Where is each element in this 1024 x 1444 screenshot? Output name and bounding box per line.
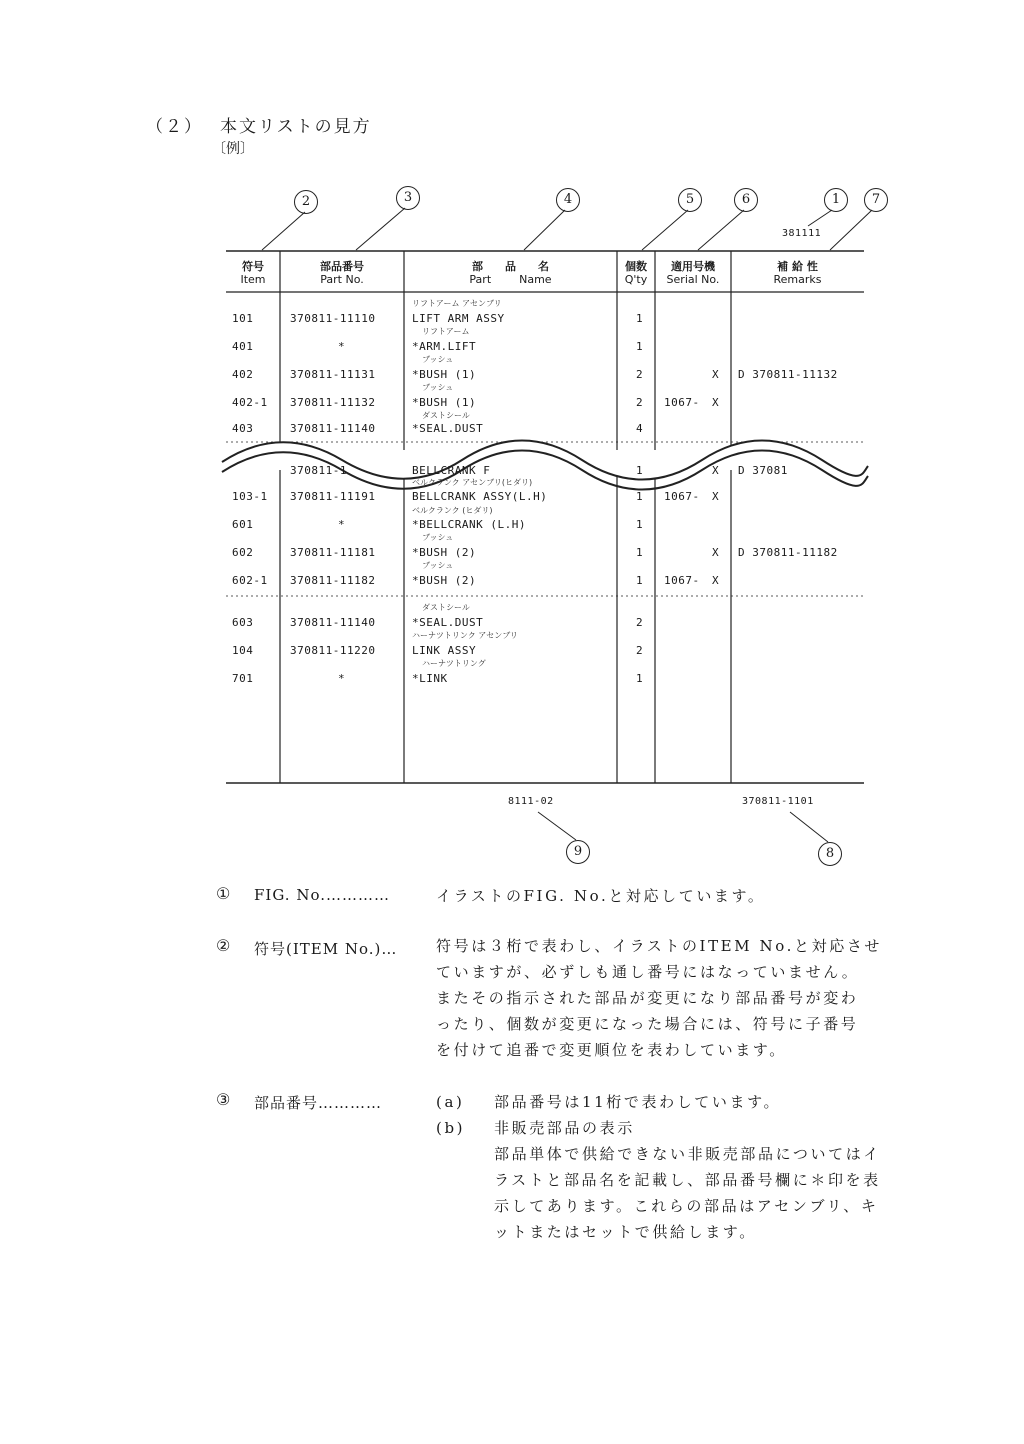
catalog-number: 370811-1101 (742, 796, 814, 807)
part-name-kana: リフトアーム アセンブリ (412, 299, 502, 308)
part-name: *BUSH (1) (412, 368, 477, 381)
part-number: * (338, 672, 346, 685)
header-item-en: Item (240, 273, 266, 286)
note-label: FIG. No.………… (254, 886, 390, 904)
part-number: 370811-11191 (290, 490, 376, 503)
note-label: 部品番号………… (254, 1094, 383, 1112)
item-number: 401 (232, 340, 254, 353)
interchange-mark: X (712, 396, 720, 409)
quantity: 4 (636, 422, 644, 435)
part-name-kana: ベルクランク アセンブリ(ヒダリ) (412, 478, 533, 487)
part-name-kana: ハーナツトリンク アセンブリ (412, 631, 518, 640)
note-text: 部品単体で供給できない非販売部品についてはイ (494, 1145, 881, 1163)
callout-7: 7 (864, 188, 888, 212)
note-text: 示してあります。これらの部品はアセンブリ、キ (494, 1197, 879, 1215)
part-name: *SEAL.DUST (412, 422, 484, 435)
serial-number: 1067- (664, 574, 700, 587)
part-name: *ARM.LIFT (412, 340, 477, 353)
part-name-kana: ブッシュ (422, 355, 454, 364)
item-number: 402 (232, 368, 254, 381)
part-number: 370811-11181 (290, 546, 376, 559)
part-name: LINK ASSY (412, 644, 477, 657)
interchange-mark: X (712, 574, 720, 587)
serial-number: 1067- (664, 396, 700, 409)
quantity: 1 (636, 464, 644, 477)
part-name: LIFT ARM ASSY (412, 312, 505, 325)
section-number: （２） (146, 117, 203, 137)
callout-8: 8 (818, 842, 842, 866)
quantity: 1 (636, 312, 644, 325)
section-title: 本文リストの見方 (220, 117, 372, 137)
quantity: 1 (636, 340, 644, 353)
item-number: 101 (232, 312, 254, 325)
part-name: *BELLCRANK (L.H) (412, 518, 526, 531)
quantity: 1 (636, 518, 644, 531)
item-number: 701 (232, 672, 254, 685)
example-label: 〔例〕 (212, 141, 254, 157)
item-number: 603 (232, 616, 254, 629)
interchange-mark: X (712, 368, 720, 381)
item-number: 103-1 (232, 490, 268, 503)
part-name: *SEAL.DUST (412, 616, 484, 629)
note-text: 非販売部品の表示 (494, 1119, 635, 1137)
note-text: 符号は３桁で表わし、イラストのITEM No.と対応させ (436, 937, 883, 955)
part-number: * (338, 518, 346, 531)
header-serial-en: Serial No. (666, 273, 720, 286)
quantity: 2 (636, 368, 644, 381)
header-partno-en: Part No. (320, 273, 364, 286)
part-name-kana: ブッシュ (422, 533, 454, 542)
part-name-kana: ダストシール (422, 411, 470, 420)
header-item-jp: 符号 (242, 260, 264, 273)
note-text: ットまたはセットで供給します。 (494, 1223, 757, 1241)
part-name-kana: ブッシュ (422, 383, 454, 392)
item-number: 403 (232, 422, 254, 435)
part-name: *LINK (412, 672, 448, 685)
note-text: を付けて追番で変更順位を表わしています。 (436, 1041, 787, 1059)
page-code: 8111-02 (508, 796, 554, 807)
part-name: BELLCRANK ASSY(L.H) (412, 490, 548, 503)
part-number: 370811-11140 (290, 616, 376, 629)
note-number: ① (216, 884, 231, 903)
callout-2: 2 (294, 190, 318, 214)
callout-6: 6 (734, 188, 758, 212)
part-name-kana: リフトアーム (422, 327, 470, 336)
header-name-en: Part Name (469, 273, 552, 286)
note-number: ③ (216, 1090, 231, 1109)
part-number: 370811-11132 (290, 396, 376, 409)
note-text: ていますが、必ずしも通し番号にはなっていません。 (436, 963, 860, 981)
note-text: またその指示された部品が変更になり部品番号が変わ (436, 989, 859, 1007)
fig-number: 381111 (782, 228, 822, 239)
note-label: 符号(ITEM No.)… (254, 940, 398, 958)
item-number: 104 (232, 644, 254, 657)
callout-1: 1 (824, 188, 848, 212)
part-name-kana: ダストシール (422, 603, 470, 612)
part-number: 370811-1 (290, 464, 347, 477)
quantity: 2 (636, 396, 644, 409)
quantity: 1 (636, 490, 644, 503)
note-text: 部品番号は11桁で表わしています。 (494, 1093, 782, 1111)
part-name: *BUSH (2) (412, 546, 477, 559)
part-number: 370811-11182 (290, 574, 376, 587)
item-number: 602-1 (232, 574, 268, 587)
quantity: 1 (636, 574, 644, 587)
note-text: ラストと部品名を記載し、部品番号欄に＊印を表 (494, 1171, 881, 1189)
interchange-mark: X (712, 490, 720, 503)
header-serial-jp: 適用号機 (671, 260, 715, 273)
note-text: ったり、個数が変更になった場合には、符号に子番号 (436, 1015, 859, 1033)
note-text: イラストのFIG. No.と対応しています。 (436, 887, 766, 905)
header-remarks-en: Remarks (773, 273, 822, 286)
item-number: 601 (232, 518, 254, 531)
part-name: *BUSH (2) (412, 574, 477, 587)
part-name: *BUSH (1) (412, 396, 477, 409)
remarks: D 37081 (738, 464, 788, 477)
item-number: 602 (232, 546, 254, 559)
item-number: 402-1 (232, 396, 268, 409)
part-number: 370811-11220 (290, 644, 376, 657)
note-number: ② (216, 936, 231, 955)
serial-number: 1067- (664, 490, 700, 503)
callout-3: 3 (396, 186, 420, 210)
quantity: 2 (636, 644, 644, 657)
callout-9: 9 (566, 840, 590, 864)
part-number: * (338, 340, 346, 353)
part-name: BELLCRANK F (412, 464, 491, 477)
sub-mark: (a) (436, 1093, 465, 1111)
header-partno-jp: 部品番号 (320, 260, 364, 273)
interchange-mark: X (712, 546, 720, 559)
sub-mark: (b) (436, 1119, 466, 1137)
remarks: D 370811-11132 (738, 368, 838, 381)
quantity: 1 (636, 546, 644, 559)
quantity: 1 (636, 672, 644, 685)
callout-5: 5 (678, 188, 702, 212)
remarks: D 370811-11182 (738, 546, 838, 559)
interchange-mark: X (712, 464, 720, 477)
part-number: 370811-11140 (290, 422, 376, 435)
part-name-kana: ブッシュ (422, 561, 454, 570)
part-number: 370811-11131 (290, 368, 376, 381)
part-name-kana: ハーナツトリング (422, 659, 486, 668)
quantity: 2 (636, 616, 644, 629)
part-number: 370811-11110 (290, 312, 376, 325)
callout-4: 4 (556, 188, 580, 212)
header-qty-jp: 個数 (625, 260, 647, 273)
header-qty-en: Q'ty (624, 273, 648, 286)
part-name-kana: ベルクランク (ヒダリ) (412, 506, 493, 515)
header-remarks-jp: 補 給 性 (777, 260, 818, 273)
header-name-jp: 部 品 名 (472, 260, 549, 273)
